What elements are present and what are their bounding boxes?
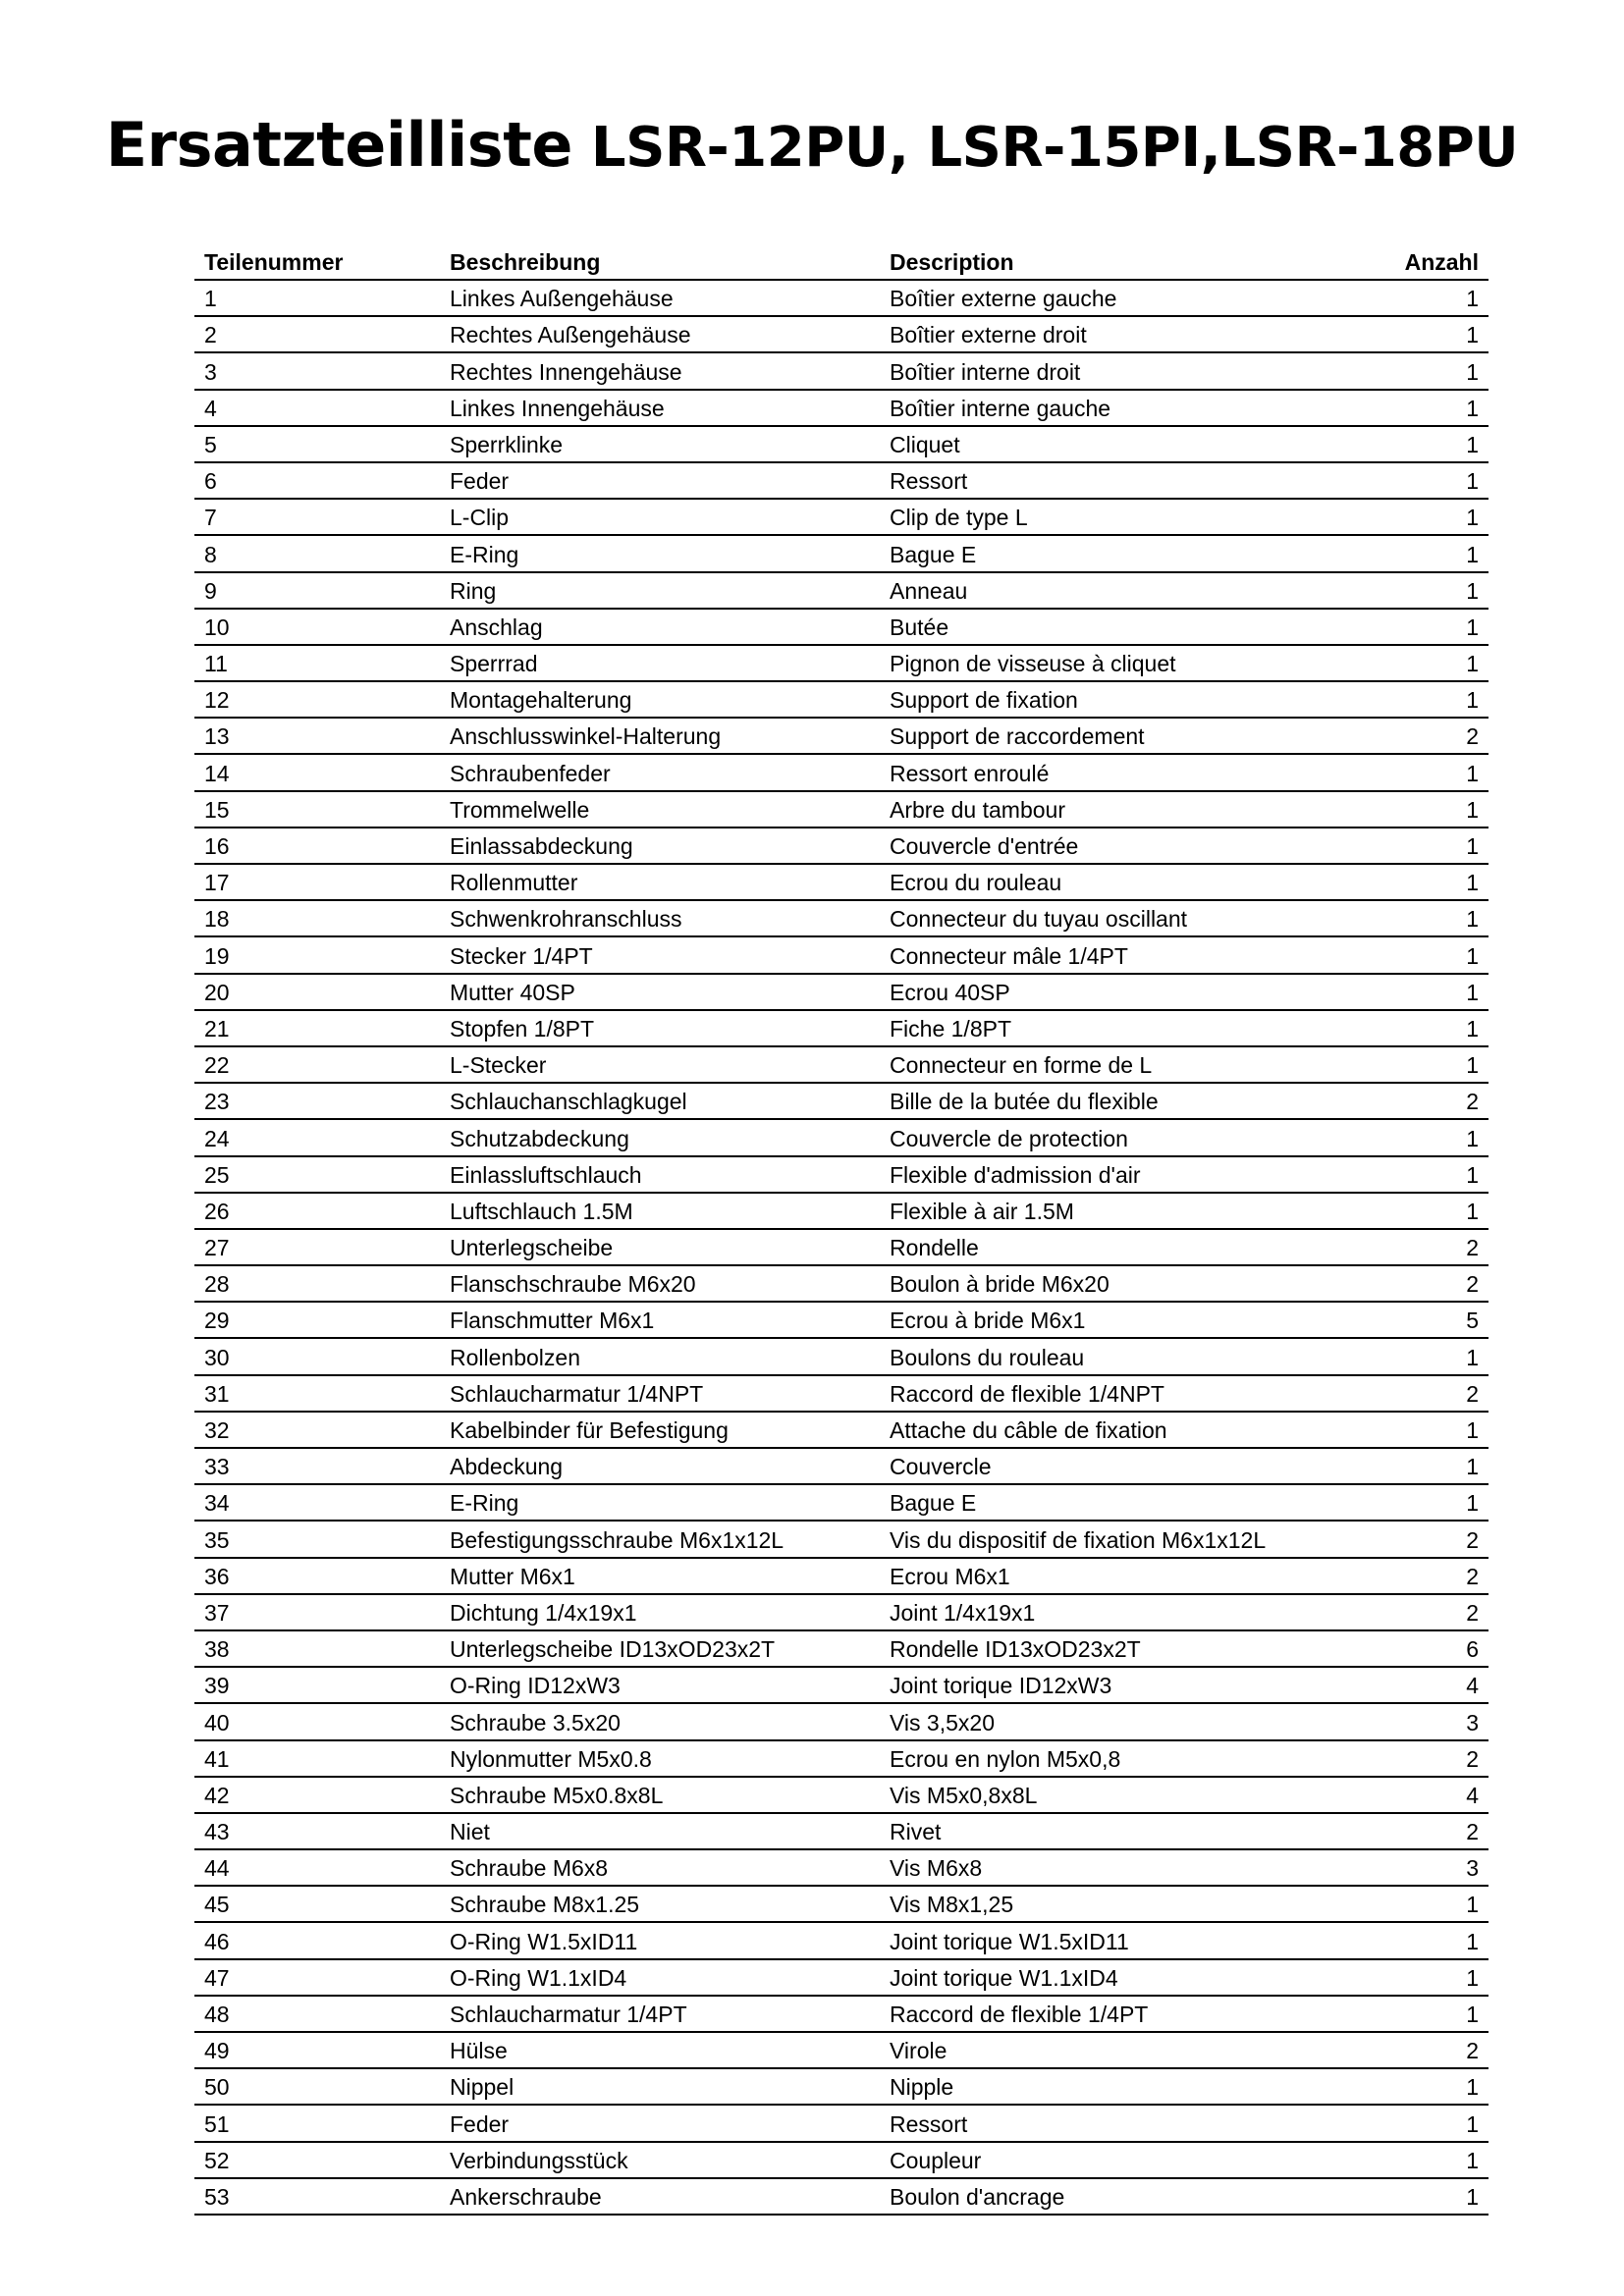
beschreibung-cell: Einlassluftschlauch	[450, 1161, 642, 1188]
table-row	[194, 682, 1489, 719]
part-number: 32	[204, 1417, 230, 1443]
part-number: 22	[204, 1052, 230, 1079]
description-cell: Raccord de flexible 1/4PT	[890, 2002, 1149, 2027]
table-row	[194, 317, 1489, 353]
parts-table	[194, 243, 1489, 2216]
beschreibung-cell: O-Ring W1.1xID4	[450, 1964, 627, 1991]
beschreibung-cell: Schlauchanschlagkugel	[450, 1089, 687, 1115]
description-cell: Bille de la butée du flexible	[890, 1089, 1159, 1115]
beschreibung-cell: Unterlegscheibe	[450, 1235, 614, 1261]
table-row	[194, 1011, 1489, 1047]
table-row	[194, 865, 1489, 901]
anzahl-cell: 1	[1466, 2002, 1479, 2027]
part-number: 36	[204, 1563, 230, 1589]
description-cell: Connecteur du tuyau oscillant	[890, 906, 1188, 933]
part-number: 33	[204, 1454, 230, 1480]
description-cell: Joint torique W1.5xID11	[890, 1928, 1129, 1954]
description-cell: Support de raccordement	[890, 723, 1145, 750]
beschreibung-cell: Einlassabdeckung	[450, 833, 633, 859]
part-number: 28	[204, 1271, 230, 1298]
beschreibung-cell: Befestigungsschraube M6x1x12L	[450, 1526, 785, 1553]
anzahl-cell: 1	[1466, 2183, 1479, 2210]
beschreibung-cell: Schraube M8x1.25	[450, 1892, 640, 1918]
description-cell: Ecrou du rouleau	[890, 870, 1062, 896]
beschreibung-cell: Unterlegscheibe ID13xOD23x2T	[450, 1636, 776, 1663]
table-row	[194, 500, 1489, 536]
anzahl-cell: 1	[1466, 1417, 1479, 1443]
part-number: 34	[204, 1490, 230, 1517]
beschreibung-cell: Feder	[450, 2110, 510, 2137]
description-cell: Anneau	[890, 577, 968, 604]
part-number: 7	[204, 505, 217, 531]
part-number: 47	[204, 1964, 230, 1991]
table-row	[194, 463, 1489, 500]
description-cell: Ecrou 40SP	[890, 979, 1010, 1005]
beschreibung-cell: Rechtes Außengehäuse	[450, 322, 691, 348]
beschreibung-cell: Niet	[450, 1819, 490, 1845]
beschreibung-cell: E-Ring	[450, 541, 519, 567]
part-number: 53	[204, 2183, 230, 2210]
anzahl-cell: 1	[1466, 1892, 1479, 1918]
header-description: Description	[890, 249, 1014, 275]
description-cell: Ecrou en nylon M5x0,8	[890, 1745, 1121, 1772]
anzahl-cell: 1	[1466, 1344, 1479, 1370]
anzahl-cell: 2	[1466, 1599, 1479, 1626]
beschreibung-cell: Schraube M6x8	[450, 1855, 609, 1882]
description-cell: Vis M5x0,8x8L	[890, 1782, 1038, 1808]
anzahl-cell: 1	[1466, 541, 1479, 567]
table-row	[194, 1631, 1489, 1668]
table-row	[194, 427, 1489, 463]
beschreibung-cell: Linkes Innengehäuse	[450, 395, 665, 421]
description-cell: Boulon à bride M6x20	[890, 1271, 1110, 1298]
description-cell: Boîtier interne droit	[890, 358, 1081, 385]
part-number: 23	[204, 1089, 230, 1115]
part-number: 4	[204, 395, 217, 421]
description-cell: Connecteur en forme de L	[890, 1052, 1153, 1079]
anzahl-cell: 2	[1466, 1526, 1479, 1553]
table-row	[194, 975, 1489, 1011]
description-cell: Bague E	[890, 1490, 977, 1517]
table-row	[194, 1887, 1489, 1923]
table-row	[194, 1522, 1489, 1558]
part-number: 35	[204, 1526, 230, 1553]
table-row	[194, 1668, 1489, 1704]
table-row	[194, 1559, 1489, 1595]
beschreibung-cell: Ring	[450, 577, 497, 604]
description-cell: Vis M6x8	[890, 1855, 983, 1882]
anzahl-cell: 1	[1466, 796, 1479, 823]
part-number: 5	[204, 431, 217, 457]
table-row	[194, 2069, 1489, 2106]
title-main: Ersatzteilliste	[105, 108, 572, 181]
anzahl-cell: 1	[1466, 651, 1479, 677]
beschreibung-cell: Stopfen 1/8PT	[450, 1015, 595, 1041]
part-number: 41	[204, 1745, 230, 1772]
table-row	[194, 792, 1489, 828]
part-number: 8	[204, 541, 217, 567]
table-row	[194, 610, 1489, 646]
anzahl-cell: 1	[1466, 431, 1479, 457]
part-number: 3	[204, 358, 217, 385]
description-cell: Butée	[890, 614, 949, 640]
anzahl-cell: 1	[1466, 1964, 1479, 1991]
beschreibung-cell: L-Stecker	[450, 1052, 547, 1079]
description-cell: Attache du câble de fixation	[890, 1417, 1167, 1443]
anzahl-cell: 1	[1466, 833, 1479, 859]
description-cell: Joint torique W1.1xID4	[890, 1964, 1118, 1991]
anzahl-cell: 1	[1466, 1161, 1479, 1188]
part-number: 20	[204, 979, 230, 1005]
description-cell: Vis 3,5x20	[890, 1709, 995, 1735]
beschreibung-cell: Stecker 1/4PT	[450, 942, 593, 969]
part-number: 30	[204, 1344, 230, 1370]
beschreibung-cell: Mutter M6x1	[450, 1563, 575, 1589]
part-number: 13	[204, 723, 230, 750]
anzahl-cell: 1	[1466, 2147, 1479, 2173]
beschreibung-cell: Schraube M5x0.8x8L	[450, 1782, 664, 1808]
part-number: 19	[204, 942, 230, 969]
beschreibung-cell: Linkes Außengehäuse	[450, 286, 674, 312]
beschreibung-cell: E-Ring	[450, 1490, 519, 1517]
description-cell: Ressort	[890, 468, 968, 495]
table-row	[194, 2179, 1489, 2216]
part-number: 14	[204, 760, 230, 786]
table-row	[194, 1084, 1489, 1120]
table-row	[194, 573, 1489, 610]
anzahl-cell: 1	[1466, 1928, 1479, 1954]
table-row	[194, 646, 1489, 682]
anzahl-cell: 6	[1466, 1636, 1479, 1663]
beschreibung-cell: Verbindungsstück	[450, 2147, 628, 2173]
description-cell: Clip de type L	[890, 505, 1028, 531]
part-number: 38	[204, 1636, 230, 1663]
beschreibung-cell: Anschlusswinkel-Halterung	[450, 723, 722, 750]
description-cell: Bague E	[890, 541, 977, 567]
description-cell: Boîtier externe gauche	[890, 286, 1117, 312]
description-cell: Virole	[890, 2038, 947, 2064]
beschreibung-cell: O-Ring ID12xW3	[450, 1673, 621, 1699]
part-number: 12	[204, 687, 230, 714]
beschreibung-cell: Flanschschraube M6x20	[450, 1271, 696, 1298]
table-body	[194, 281, 1489, 2216]
part-number: 42	[204, 1782, 230, 1808]
beschreibung-cell: Sperrrad	[450, 651, 538, 677]
header-number: Teilenummer	[204, 249, 344, 275]
anzahl-cell: 2	[1466, 2038, 1479, 2064]
description-cell: Boulon d'ancrage	[890, 2183, 1065, 2210]
description-cell: Couvercle d'entrée	[890, 833, 1079, 859]
page-title	[0, 106, 1624, 187]
table-row	[194, 1339, 1489, 1375]
beschreibung-cell: Rollenmutter	[450, 870, 578, 896]
anzahl-cell: 1	[1466, 979, 1479, 1005]
beschreibung-cell: Ankerschraube	[450, 2183, 602, 2210]
table-row	[194, 1047, 1489, 1084]
anzahl-cell: 3	[1466, 1855, 1479, 1882]
part-number: 6	[204, 468, 217, 495]
description-cell: Boîtier interne gauche	[890, 395, 1111, 421]
part-number: 24	[204, 1125, 230, 1151]
beschreibung-cell: Rechtes Innengehäuse	[450, 358, 682, 385]
table-row	[194, 536, 1489, 572]
table-row	[194, 1778, 1489, 1814]
beschreibung-cell: Schlaucharmatur 1/4NPT	[450, 1380, 704, 1407]
table-row	[194, 1303, 1489, 1339]
table-row	[194, 1449, 1489, 1485]
table-row	[194, 2033, 1489, 2069]
table-row	[194, 901, 1489, 937]
description-cell: Ecrou à bride M6x1	[890, 1308, 1086, 1334]
description-cell: Ressort enroulé	[890, 760, 1050, 786]
anzahl-cell: 1	[1466, 395, 1479, 421]
part-number: 27	[204, 1235, 230, 1261]
anzahl-cell: 2	[1466, 1089, 1479, 1115]
part-number: 40	[204, 1709, 230, 1735]
part-number: 11	[204, 651, 228, 677]
anzahl-cell: 2	[1466, 1563, 1479, 1589]
part-number: 45	[204, 1892, 230, 1918]
table-row	[194, 1595, 1489, 1631]
anzahl-cell: 2	[1466, 1235, 1479, 1261]
description-cell: Connecteur mâle 1/4PT	[890, 942, 1128, 969]
description-cell: Couvercle de protection	[890, 1125, 1128, 1151]
table-row	[194, 755, 1489, 791]
table-row	[194, 1194, 1489, 1230]
part-number: 29	[204, 1308, 230, 1334]
description-cell: Vis du dispositif de fixation M6x1x12L	[890, 1526, 1267, 1553]
anzahl-cell: 1	[1466, 942, 1479, 969]
anzahl-cell: 5	[1466, 1308, 1479, 1334]
anzahl-cell: 1	[1466, 505, 1479, 531]
table-header	[194, 243, 1489, 281]
anzahl-cell: 1	[1466, 1454, 1479, 1480]
part-number: 17	[204, 870, 230, 896]
beschreibung-cell: Luftschlauch 1.5M	[450, 1198, 633, 1224]
beschreibung-cell: Schwenkrohranschluss	[450, 906, 682, 933]
part-number: 1	[204, 286, 217, 312]
beschreibung-cell: Rollenbolzen	[450, 1344, 580, 1370]
table-row	[194, 719, 1489, 755]
table-row	[194, 1960, 1489, 1997]
table-row	[194, 1266, 1489, 1303]
part-number: 39	[204, 1673, 230, 1699]
anzahl-cell: 2	[1466, 1271, 1479, 1298]
description-cell: Pignon de visseuse à cliquet	[890, 651, 1176, 677]
part-number: 26	[204, 1198, 230, 1224]
description-cell: Vis M8x1,25	[890, 1892, 1014, 1918]
beschreibung-cell: Nylonmutter M5x0.8	[450, 1745, 652, 1772]
part-number: 15	[204, 796, 230, 823]
description-cell: Joint 1/4x19x1	[890, 1599, 1036, 1626]
beschreibung-cell: Dichtung 1/4x19x1	[450, 1599, 637, 1626]
table-row	[194, 1997, 1489, 2033]
anzahl-cell: 1	[1466, 1490, 1479, 1517]
part-number: 25	[204, 1161, 230, 1188]
description-cell: Rondelle	[890, 1235, 979, 1261]
anzahl-cell: 2	[1466, 1380, 1479, 1407]
beschreibung-cell: Montagehalterung	[450, 687, 632, 714]
table-row	[194, 2143, 1489, 2179]
description-cell: Flexible à air 1.5M	[890, 1198, 1074, 1224]
description-cell: Couvercle	[890, 1454, 992, 1480]
description-cell: Boîtier externe droit	[890, 322, 1087, 348]
part-number: 21	[204, 1015, 230, 1041]
table-row	[194, 1413, 1489, 1449]
anzahl-cell: 2	[1466, 1745, 1479, 1772]
table-row	[194, 2106, 1489, 2142]
table-row	[194, 391, 1489, 427]
anzahl-cell: 1	[1466, 286, 1479, 312]
beschreibung-cell: Flanschmutter M6x1	[450, 1308, 655, 1334]
beschreibung-cell: Schutzabdeckung	[450, 1125, 629, 1151]
beschreibung-cell: Schlaucharmatur 1/4PT	[450, 2002, 687, 2027]
part-number: 46	[204, 1928, 230, 1954]
description-cell: Flexible d'admission d'air	[890, 1161, 1141, 1188]
header-anzahl: Anzahl	[1404, 249, 1479, 275]
description-cell: Ecrou M6x1	[890, 1563, 1010, 1589]
description-cell: Boulons du rouleau	[890, 1344, 1085, 1370]
table-row	[194, 353, 1489, 390]
anzahl-cell: 1	[1466, 2110, 1479, 2137]
part-number: 37	[204, 1599, 230, 1626]
table-row	[194, 1157, 1489, 1194]
beschreibung-cell: Sperrklinke	[450, 431, 564, 457]
table-row	[194, 1704, 1489, 1740]
anzahl-cell: 1	[1466, 1015, 1479, 1041]
anzahl-cell: 1	[1466, 322, 1479, 348]
anzahl-cell: 4	[1466, 1673, 1479, 1699]
description-cell: Arbre du tambour	[890, 796, 1065, 823]
description-cell: Raccord de flexible 1/4NPT	[890, 1380, 1164, 1407]
anzahl-cell: 1	[1466, 614, 1479, 640]
header-beschreibung: Beschreibung	[450, 249, 601, 275]
anzahl-cell: 2	[1466, 723, 1479, 750]
table-row	[194, 1741, 1489, 1778]
table-row	[194, 1120, 1489, 1156]
beschreibung-cell: Anschlag	[450, 614, 543, 640]
part-number: 9	[204, 577, 217, 604]
beschreibung-cell: Schraube 3.5x20	[450, 1709, 621, 1735]
part-number: 50	[204, 2074, 230, 2101]
table-row	[194, 281, 1489, 317]
table-row	[194, 828, 1489, 865]
table-row	[194, 1850, 1489, 1887]
anzahl-cell: 1	[1466, 1198, 1479, 1224]
part-number: 51	[204, 2110, 230, 2137]
anzahl-cell: 1	[1466, 870, 1479, 896]
anzahl-cell: 1	[1466, 906, 1479, 933]
part-number: 44	[204, 1855, 230, 1882]
beschreibung-cell: Feder	[450, 468, 510, 495]
beschreibung-cell: Kabelbinder für Befestigung	[450, 1417, 729, 1443]
description-cell: Nipple	[890, 2074, 954, 2101]
description-cell: Support de fixation	[890, 687, 1078, 714]
description-cell: Rondelle ID13xOD23x2T	[890, 1636, 1141, 1663]
anzahl-cell: 1	[1466, 468, 1479, 495]
part-number: 43	[204, 1819, 230, 1845]
part-number: 18	[204, 906, 230, 933]
description-cell: Rivet	[890, 1819, 942, 1845]
table-row	[194, 1485, 1489, 1522]
table-row	[194, 937, 1489, 974]
table-row	[194, 1230, 1489, 1266]
title-models: LSR-12PU, LSR-15PI,LSR-18PU	[590, 115, 1519, 180]
description-cell: Joint torique ID12xW3	[890, 1673, 1112, 1699]
description-cell: Fiche 1/8PT	[890, 1015, 1011, 1041]
beschreibung-cell: L-Clip	[450, 505, 510, 531]
description-cell: Coupleur	[890, 2147, 982, 2173]
anzahl-cell: 1	[1466, 1125, 1479, 1151]
anzahl-cell: 1	[1466, 1052, 1479, 1079]
anzahl-cell: 1	[1466, 687, 1479, 714]
part-number: 16	[204, 833, 230, 859]
part-number: 48	[204, 2002, 230, 2027]
part-number: 49	[204, 2038, 230, 2064]
anzahl-cell: 1	[1466, 2074, 1479, 2101]
anzahl-cell: 2	[1466, 1819, 1479, 1845]
anzahl-cell: 3	[1466, 1709, 1479, 1735]
beschreibung-cell: Trommelwelle	[450, 796, 590, 823]
table-row	[194, 1814, 1489, 1850]
beschreibung-cell: Abdeckung	[450, 1454, 564, 1480]
part-number: 52	[204, 2147, 230, 2173]
part-number: 31	[204, 1380, 230, 1407]
table-row	[194, 1923, 1489, 1959]
anzahl-cell: 1	[1466, 358, 1479, 385]
part-number: 2	[204, 322, 217, 348]
beschreibung-cell: Schraubenfeder	[450, 760, 611, 786]
beschreibung-cell: Nippel	[450, 2074, 514, 2101]
anzahl-cell: 4	[1466, 1782, 1479, 1808]
description-cell: Cliquet	[890, 431, 960, 457]
part-number: 10	[204, 614, 230, 640]
anzahl-cell: 1	[1466, 577, 1479, 604]
description-cell: Ressort	[890, 2110, 968, 2137]
table-row	[194, 1376, 1489, 1413]
anzahl-cell: 1	[1466, 760, 1479, 786]
beschreibung-cell: O-Ring W1.5xID11	[450, 1928, 638, 1954]
beschreibung-cell: Hülse	[450, 2038, 508, 2064]
beschreibung-cell: Mutter 40SP	[450, 979, 575, 1005]
